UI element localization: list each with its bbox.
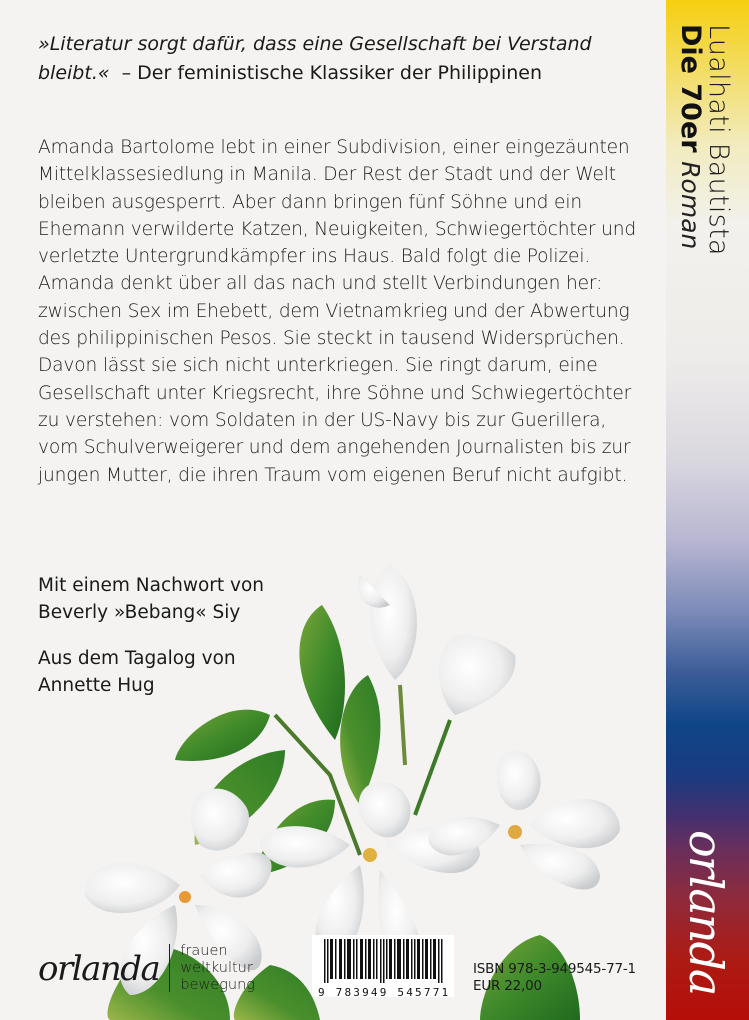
spine-orlanda-logo: orlanda [679,830,733,995]
credits [38,572,338,718]
afterword-label: Mit einem Nachwort von [38,575,265,596]
blurb-paragraph-1: Amanda Bartolome lebt in einer Subdivision, einer eingezäunten Mittelklassesiedlung in Manila. Der Rest der Stadt und der Welt bleiben ausgesperrt. Aber dann bringen fünf Söhne und ein Ehemann verwilderte Katzen, Neuigkeiten, Schwiegertöchter und verletzte Untergrundkämpfer ins Haus. Bald folgt die Polizei. [38,137,637,268]
isbn-price-block [473,961,636,995]
spine-author: Lualhati Bautista [703,24,734,256]
tagline-line: bewegung [180,976,256,993]
translator-name: Annette Hug [38,675,155,696]
tagline-line: weltkultur [180,959,253,976]
quote-text: »Literatur sorgt dafür, dass eine Gesellschaft bei Verstand bleibt.« [38,33,592,84]
barcode-digits: 9 783949 545771 [318,986,451,999]
spine-book-title: Die 70er [675,24,706,153]
publisher-tagline [170,943,255,994]
translator-label: Aus dem Tagalog von [38,648,236,669]
afterword-credit [38,572,338,626]
cover-quote [38,30,638,88]
afterword-author: Beverly »Bebang« Siy [38,602,241,623]
barcode-icon [318,939,448,983]
spine-genre: Roman [676,161,705,250]
orlanda-logo: orlanda [38,944,170,992]
barcode [312,935,454,997]
spine-title-block [676,24,732,256]
quote-tagline: – Der feministische Klassiker der Philippinen [121,62,543,84]
spine-title-line [676,24,704,256]
blurb-paragraph-2: Amanda denkt über all das nach und stellt Verbindungen her: zwischen Sex im Ehebett, dem Vietnamkrieg und der Abwertung des philippinischen Pesos. Sie steckt in tausend Widersprüchen. Davon lässt sie sich nicht unterkriegen. Sie ringt darum, eine Gesellschaft unter Kriegsrecht, ihre Söhne und Schwiegertöchter zu verstehen: vom Soldaten in der US-Navy bis zur Guerillera, vom Schulverweigerer und dem angehenden Journalisten bis zur jungen Mutter, die ihren Traum vom eigenen Beruf nicht aufgibt. [38,273,632,486]
book-spine [666,0,749,1020]
price: EUR 22,00 [473,978,542,994]
tagline-line: frauen [180,942,228,959]
isbn: ISBN 978-3-949545-77-1 [473,961,636,977]
translator-credit [38,645,338,699]
blurb [38,134,638,489]
publisher-block [38,938,255,998]
